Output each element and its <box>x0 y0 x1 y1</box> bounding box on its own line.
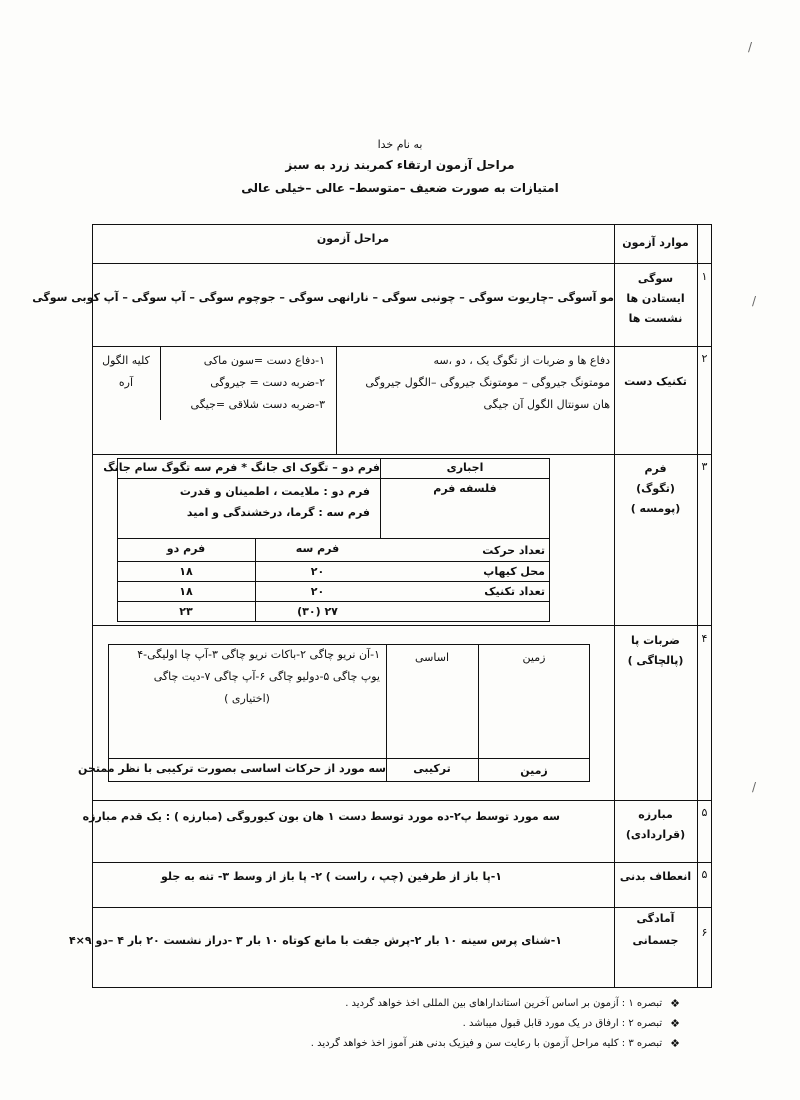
notes-list <box>120 993 680 1053</box>
stats-header-form3: فرم سه <box>295 542 340 555</box>
cell-divider <box>117 561 550 562</box>
philosophy-line2: فرم سه : گرما، درخشندگی و امید <box>186 506 370 519</box>
flexibility-content: ۱-پا باز از طرفین (چپ ، راست ) ۲- پا باز از وسط ۳- تنه به جلو <box>160 870 502 883</box>
row4-item-line2: (پالچاگی ) <box>627 654 684 667</box>
document-title: مراحل آزمون ارتقاء کمربند زرد به سبز <box>285 158 515 172</box>
row-divider <box>92 862 712 863</box>
mandatory-forms: فرم دو – تگوک ای جانگ * فرم سه تگوگ سام جانگ <box>103 461 380 474</box>
row-divider <box>92 263 712 264</box>
cell-divider <box>117 581 550 582</box>
row1-item-line3: نشست ها <box>628 312 683 325</box>
row-number: ۲ <box>701 352 708 365</box>
row2-main-line3: هان سونتال الگول آن جیگی <box>483 398 610 411</box>
stats-label-moves: تعداد حرکت <box>482 544 545 557</box>
header-stages: مراحل آزمون <box>316 232 390 245</box>
kicks-type: اساسی <box>414 651 449 664</box>
row-number: ۱ <box>701 270 708 283</box>
row3-item-line1: فرم <box>644 462 667 475</box>
diamond-bullet-icon: ❖ <box>670 1036 680 1050</box>
kicks-list-line2: یوپ چاگی ۵-دولیو چاگی ۶-آپ چاگی ۷-دیت چاگی <box>153 670 380 683</box>
row2-middle-line2: ۲-ضربه دست = جیروگی <box>210 376 325 389</box>
cell-divider <box>478 644 479 782</box>
philosophy-label: فلسفه فرم <box>433 482 497 495</box>
row5-item-line1: مبارزه <box>638 808 673 821</box>
cell-divider <box>117 478 550 479</box>
kicks-list-line1: ۱-آن نریو چاگی ۲-باکات نریو چاگی ۳-آپ چا اولیگی-۴ <box>137 648 380 661</box>
row1-stances-list: مو آسوگی –چاریوت سوگی – چونبی سوگی – نارانهی سوگی – جوچوم سوگی – آپ سوگی – آپ کوبی سوگی <box>32 291 614 304</box>
scan-mark: / <box>748 40 753 54</box>
combo-type: ترکیبی <box>413 762 451 775</box>
row2-side-line2: آره <box>118 376 134 389</box>
stats-value: ۲۰ <box>310 565 325 578</box>
stats-value: ۲۷ (۳۰) <box>297 605 338 618</box>
note-item: ❖ تبصره ۲ : ارفاق در یک مورد قابل قبول میباشد . <box>462 1016 680 1030</box>
sparring-content: سه مورد توسط پ۲-ده مورد توسط دست ۱ هان بون کیوروگی (مبارزه ) : یک قدم مبارزه <box>82 810 560 823</box>
row7-item-line1: آمادگی <box>636 912 675 925</box>
row-number: ۳ <box>701 460 708 473</box>
row7-item-line2: جسمانی <box>632 934 679 947</box>
row2-item: تکنیک دست <box>624 375 687 388</box>
note-item: ❖ تبصره ۱ : آزمون بر اساس آخرین استانداراهای بین المللی اخذ خواهد گردید . <box>345 996 680 1010</box>
stats-header-form2: فرم دو <box>166 542 206 555</box>
philosophy-line1: فرم دو : ملایمت ، اطمینان و قدرت <box>179 485 370 498</box>
row6-item: انعطاف بدنی <box>619 870 692 883</box>
combo-surface: زمین <box>520 764 548 777</box>
cell-divider <box>117 601 550 602</box>
row-divider <box>92 907 712 908</box>
row3-item-line3: (پومسه ) <box>630 502 681 515</box>
kicks-surface: زمین <box>522 651 546 664</box>
row-divider <box>92 625 712 626</box>
note-item: ❖ تبصره ۳ : کلیه مراحل آزمون با رعایت سن و فیزیک بدنی هنر آموز اخذ خواهد گردید . <box>310 1036 680 1050</box>
fitness-content: ۱-شنای پرس سینه ۱۰ بار ۲-پرش جفت با مانع کوتاه ۱۰ بار ۳ -دراز نشست ۲۰ بار ۴ –دو ۹×۴ <box>68 934 562 947</box>
row3-item-line2: (تگوگ) <box>636 482 675 495</box>
row5-item-line2: (قراردادی) <box>625 828 686 841</box>
stats-label-kihap: محل کیهاپ <box>483 565 545 578</box>
row4-item-line1: ضربات پا <box>631 634 680 647</box>
row-divider <box>92 800 712 801</box>
row1-item-line2: ایستادن ها <box>626 292 685 305</box>
row-number: ۶ <box>701 926 708 939</box>
row2-main-line2: مومتونگ جیروگی – مومتونگ جیروگی –الگول جیروگی <box>365 376 610 389</box>
kicks-optional: (اختیاری ) <box>224 692 270 705</box>
scoring-line: امتیازات به صورت ضعیف –متوسط– عالی –خیلی عالی <box>241 181 559 195</box>
stats-value: ۲۳ <box>179 605 193 618</box>
basmala-line: به نام خدا <box>377 138 423 151</box>
diamond-bullet-icon: ❖ <box>670 1016 680 1030</box>
row2-middle-line3: ۳-ضربه دست شلاقی =جیگی <box>190 398 325 411</box>
row-divider <box>92 346 712 347</box>
row-number: ۵ <box>701 868 708 881</box>
diamond-bullet-icon: ❖ <box>670 996 680 1010</box>
row-number: ۵ <box>701 806 708 819</box>
row2-main-line1: دفاع ها و ضربات از تگوگ یک ، دو ،سه <box>433 354 610 367</box>
mandatory-label: اجباری <box>446 461 484 474</box>
scan-mark: / <box>752 294 757 308</box>
row-number: ۴ <box>701 632 708 645</box>
stats-label-techniques: تعداد تکنیک <box>484 585 545 598</box>
header-items: موارد آزمون <box>622 236 689 249</box>
cell-divider <box>160 346 161 420</box>
scan-mark: / <box>752 780 757 794</box>
cell-divider <box>336 346 337 454</box>
cell-divider <box>117 538 550 539</box>
stats-value: ۱۸ <box>179 565 193 578</box>
row-divider <box>92 454 712 455</box>
combo-description: سه مورد از حرکات اساسی بصورت ترکیبی با نظر ممتحن <box>78 762 386 775</box>
row2-side-line1: کلیه الگول <box>102 354 150 367</box>
stats-value: ۲۰ <box>310 585 325 598</box>
cell-divider <box>108 758 590 759</box>
row1-item-line1: سوگی <box>637 272 674 285</box>
row2-middle-line1: ۱-دفاع دست =سون ماکی <box>203 354 325 367</box>
stats-value: ۱۸ <box>179 585 193 598</box>
